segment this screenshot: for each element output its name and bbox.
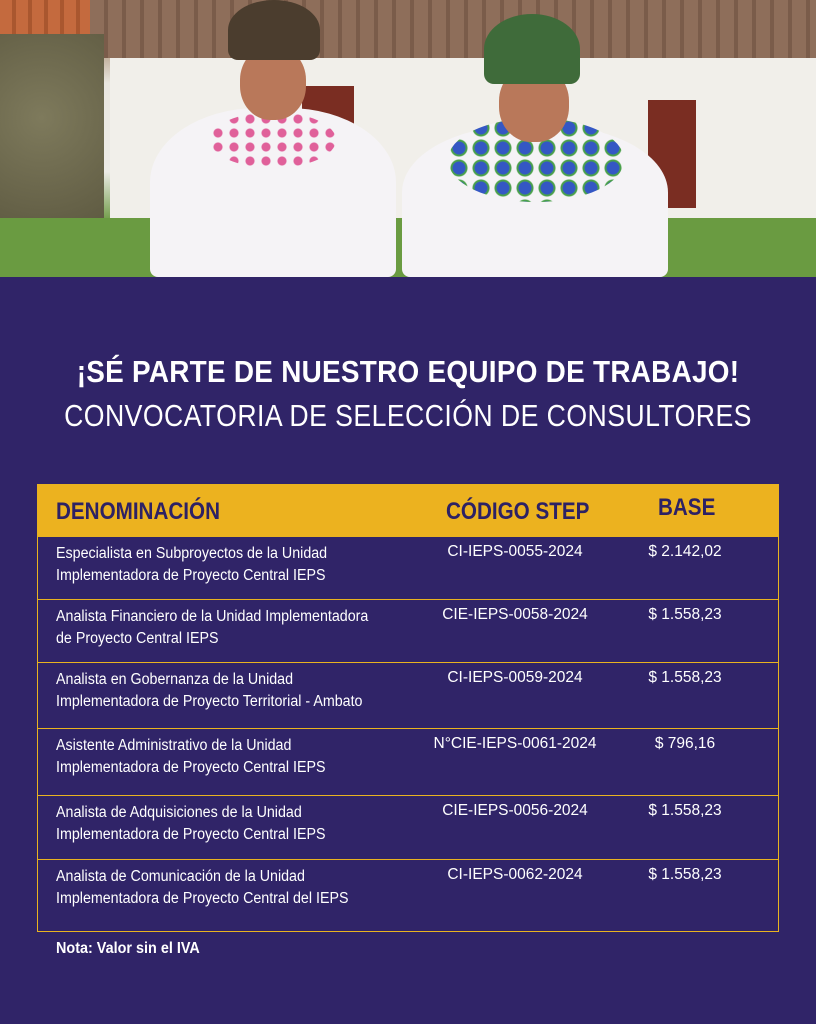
- positions-table: [37, 484, 779, 932]
- stone-wall: [0, 34, 104, 244]
- position-salary: $ 1.558,23: [648, 802, 722, 819]
- woman-left-figure: [150, 0, 396, 277]
- position-salary: $ 1.558,23: [648, 866, 722, 883]
- position-code: CIE-IEPS-0058-2024: [442, 606, 588, 623]
- position-name: Asistente Administrativo de la Unidad Implementadora de Proyecto Central IEPS: [56, 737, 326, 776]
- table-row: [38, 536, 778, 599]
- position-salary: $ 796,16: [654, 735, 716, 752]
- table-header: [38, 485, 778, 536]
- position-salary: $ 1.558,23: [648, 606, 722, 623]
- header-base: BASE: [658, 494, 716, 521]
- woman-right-figure: [402, 14, 668, 277]
- position-name: Analista Financiero de la Unidad Implementadora de Proyecto Central IEPS: [56, 608, 369, 647]
- headline: ¡SÉ PARTE DE NUESTRO EQUIPO DE TRABAJO!: [76, 354, 740, 389]
- position-name: Analista de Adquisiciones de la Unidad Implementadora de Proyecto Central IEPS: [56, 804, 326, 843]
- table-row: [38, 662, 778, 728]
- header-photo: [0, 0, 816, 277]
- position-name: Analista en Gobernanza de la Unidad Implementadora de Proyecto Territorial - Ambato: [56, 671, 363, 710]
- header-denominacion: DENOMINACIÓN: [56, 498, 220, 525]
- felt-hat: [228, 0, 320, 60]
- table-row: [38, 795, 778, 859]
- table-row: [38, 599, 778, 662]
- table-row: [38, 728, 778, 795]
- blouse-embroidery: [210, 112, 336, 168]
- position-code: CI-IEPS-0062-2024: [447, 866, 583, 883]
- position-name: Analista de Comunicación de la Unidad Implementadora de Proyecto Central del IEPS: [56, 868, 349, 907]
- position-code: N°CIE-IEPS-0061-2024: [433, 735, 597, 752]
- position-code: CIE-IEPS-0056-2024: [442, 802, 588, 819]
- position-salary: $ 1.558,23: [648, 669, 722, 686]
- position-salary: $ 2.142,02: [648, 543, 722, 560]
- felt-hat: [484, 14, 580, 84]
- footnote: Nota: Valor sin el IVA: [56, 940, 200, 957]
- position-code: CI-IEPS-0055-2024: [447, 543, 583, 560]
- subheadline: CONVOCATORIA DE SELECCIÓN DE CONSULTORES: [64, 398, 752, 433]
- position-code: CI-IEPS-0059-2024: [447, 669, 583, 686]
- table-row: [38, 859, 778, 931]
- position-name: Especialista en Subproyectos de la Unidad Implementadora de Proyecto Central IEPS: [56, 545, 328, 584]
- header-codigo: CÓDIGO STEP: [446, 498, 590, 525]
